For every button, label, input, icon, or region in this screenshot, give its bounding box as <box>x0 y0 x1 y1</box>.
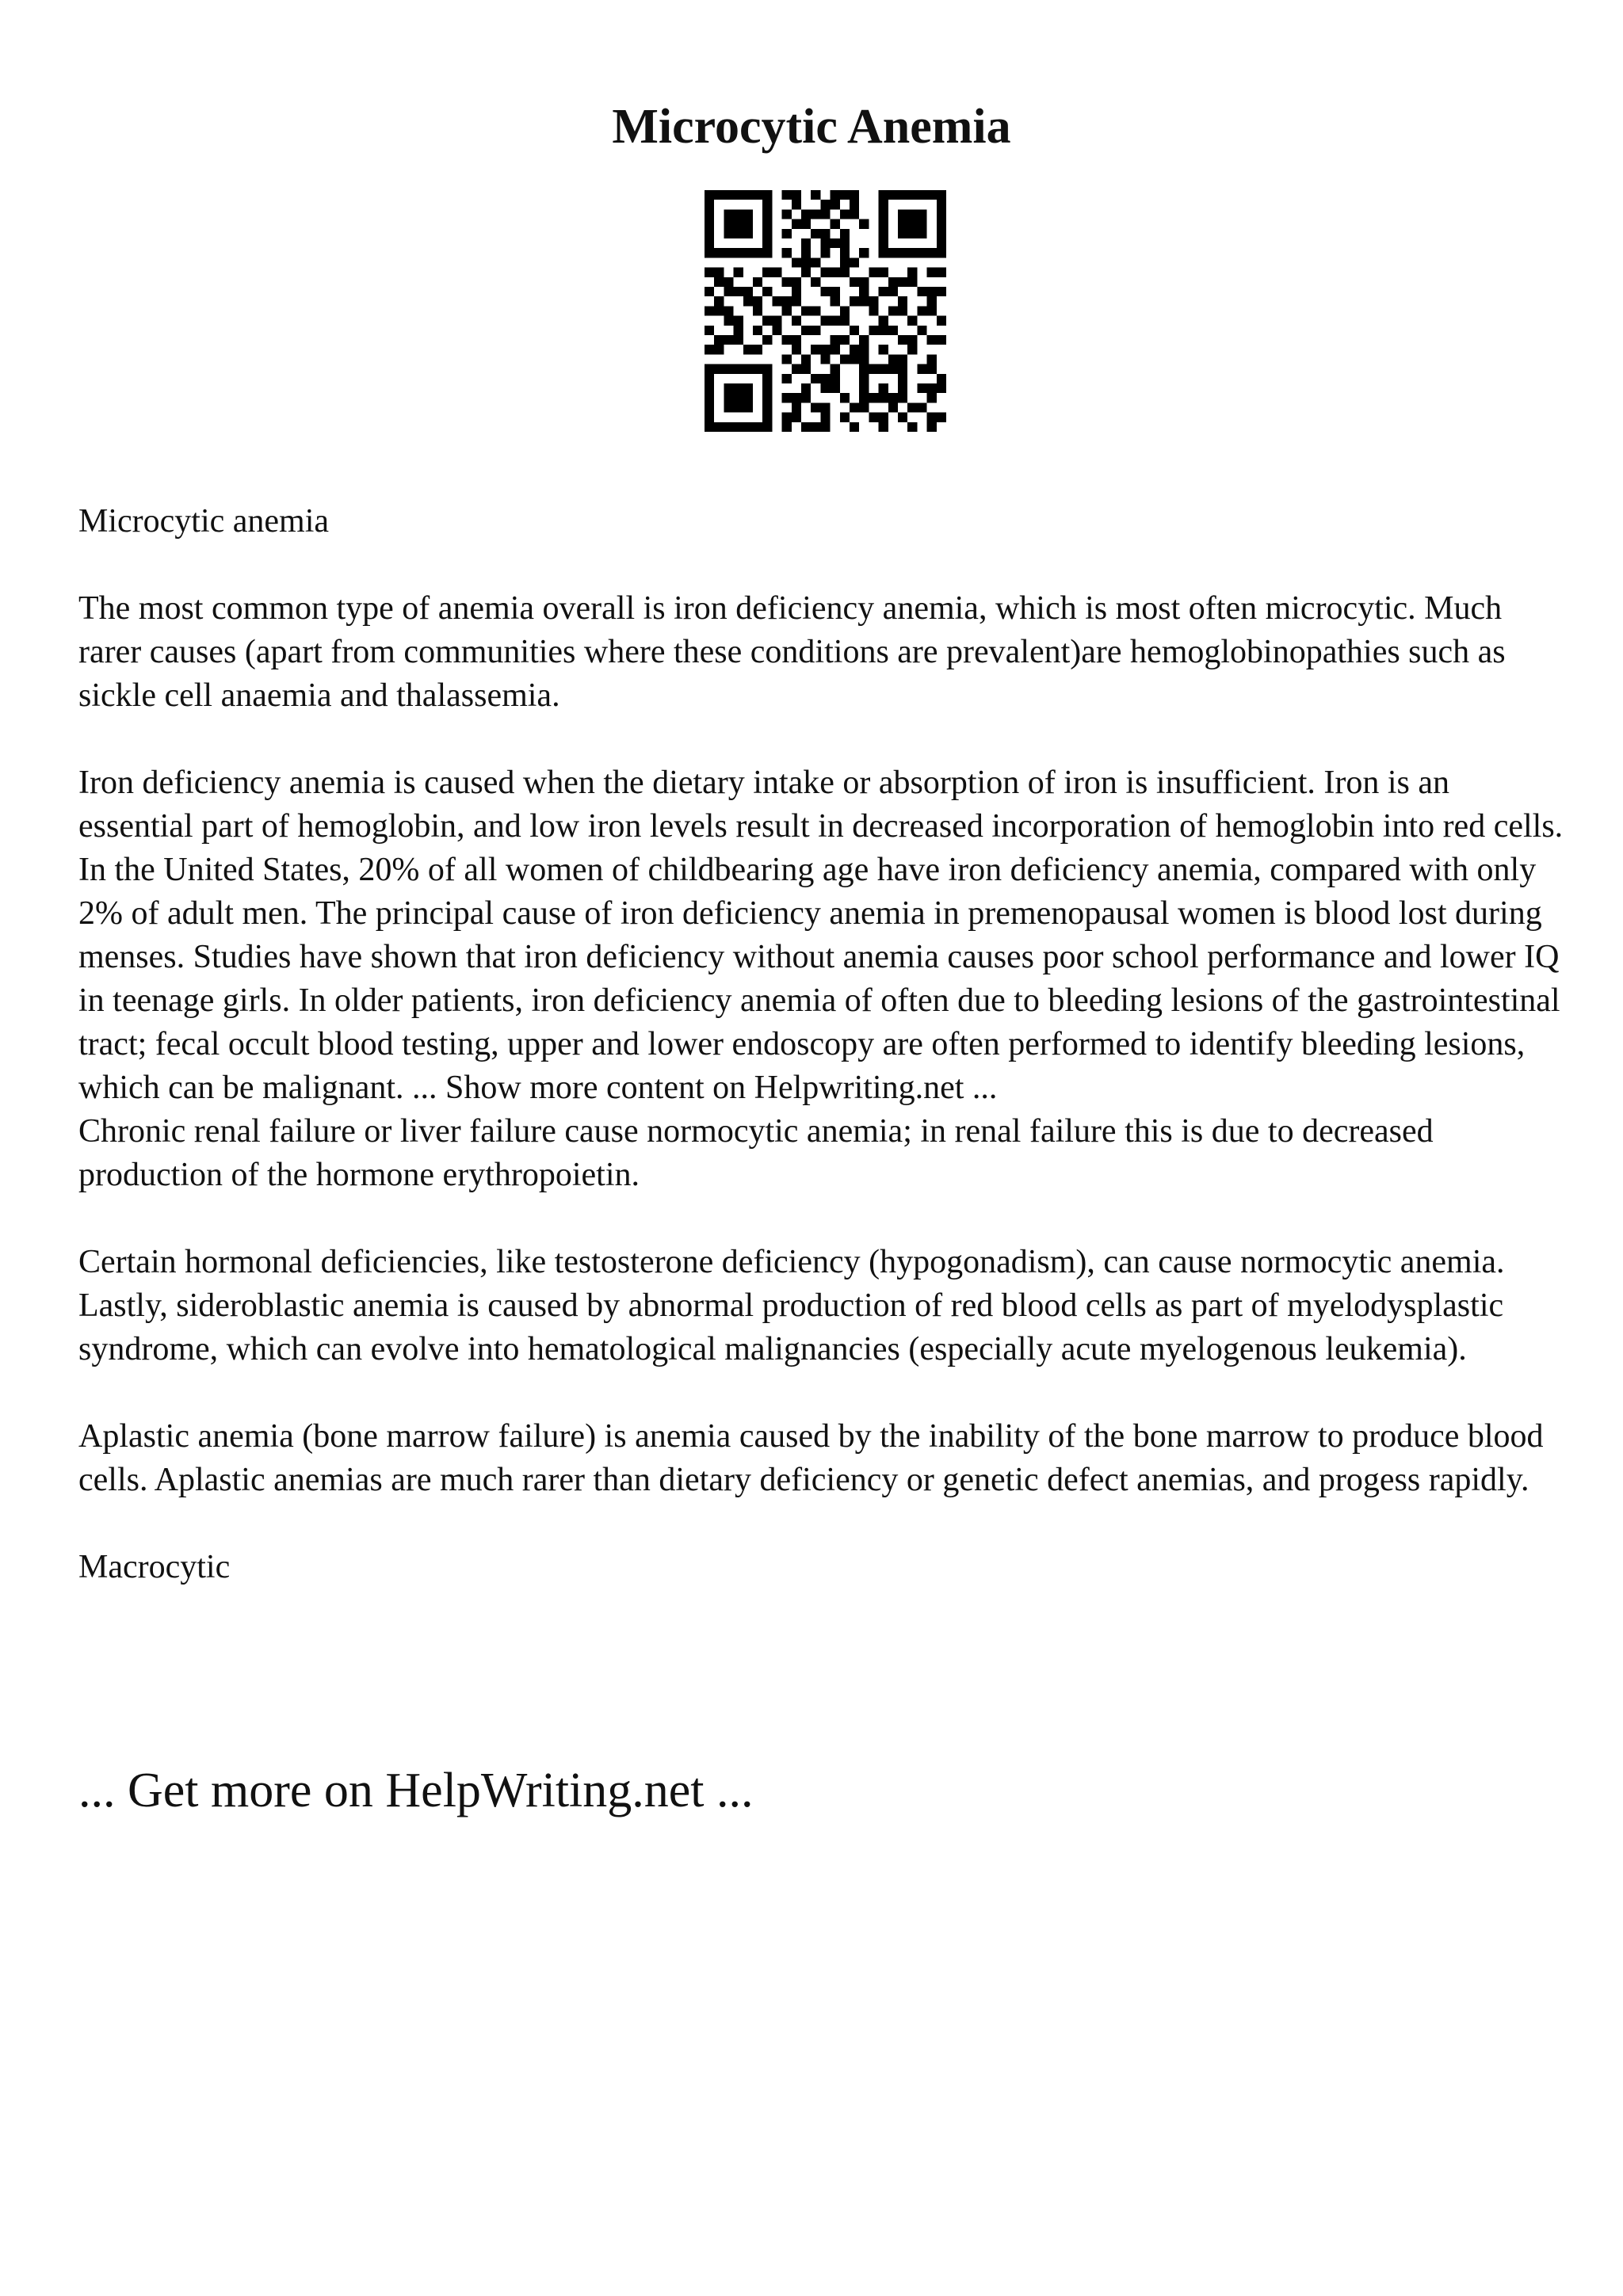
page-title: Microcytic Anemia <box>612 100 1011 154</box>
paragraph-5: Aplastic anemia (bone marrow failure) is anemia caused by the inability of the bone marrow to produce blood cells. Aplastic anemias are much rarer than dietary deficiency or genetic defect anemias, and progess rapidly. <box>78 1418 1544 1498</box>
section-heading-macrocytic: Macrocytic <box>78 1549 231 1585</box>
paragraph-3: Chronic renal failure or liver failure cause normocytic anemia; in renal failure this is due to decreased production of the hormone erythropoietin. <box>78 1113 1434 1193</box>
paragraph-1: The most common type of anemia overall is iron deficiency anemia, which is most often microcytic. Much rarer causes (apart from communities where these conditions are prevalent)are hemoglobinopathies such as sickle cell anaemia and thalassemia. <box>78 590 1506 714</box>
paragraph-4: Certain hormonal deficiencies, like testosterone deficiency (hypogonadism), can cause normocytic anemia. Lastly, sideroblastic anemia is caused by abnormal production of red blood cells as part of myelodysplastic syndrome, which can evolve into hematological malignancies (especially acute myelogenous leukemia). <box>78 1244 1505 1367</box>
paragraph-2: Iron deficiency anemia is caused when the dietary intake or absorption of iron is insufficient. Iron is an essential part of hemoglobin, and low iron levels result in decreased incorporation of hemoglobin into red cells. In the United States, 20% of all women of childbearing age have iron deficiency anemia, compared with only 2% of adult men. The principal cause of iron deficiency anemia in premenopausal women is blood lost during menses. Studies have shown that iron deficiency without anemia causes poor school performance and lower IQ in teenage girls. In older patients, iron deficiency anemia of often due to bleeding lesions of the gastrointestinal tract; fecal occult blood testing, upper and lower endoscopy are often performed to identify bleeding lesions, which can be malignant. ... Show more content on Helpwriting.net ... <box>78 765 1564 1106</box>
qr-code-icon <box>705 190 946 432</box>
document-body <box>78 500 1568 1589</box>
section-heading-microcytic: Microcytic anemia <box>78 503 330 540</box>
get-more-link[interactable]: ... Get more on HelpWriting.net ... <box>78 1764 754 1817</box>
